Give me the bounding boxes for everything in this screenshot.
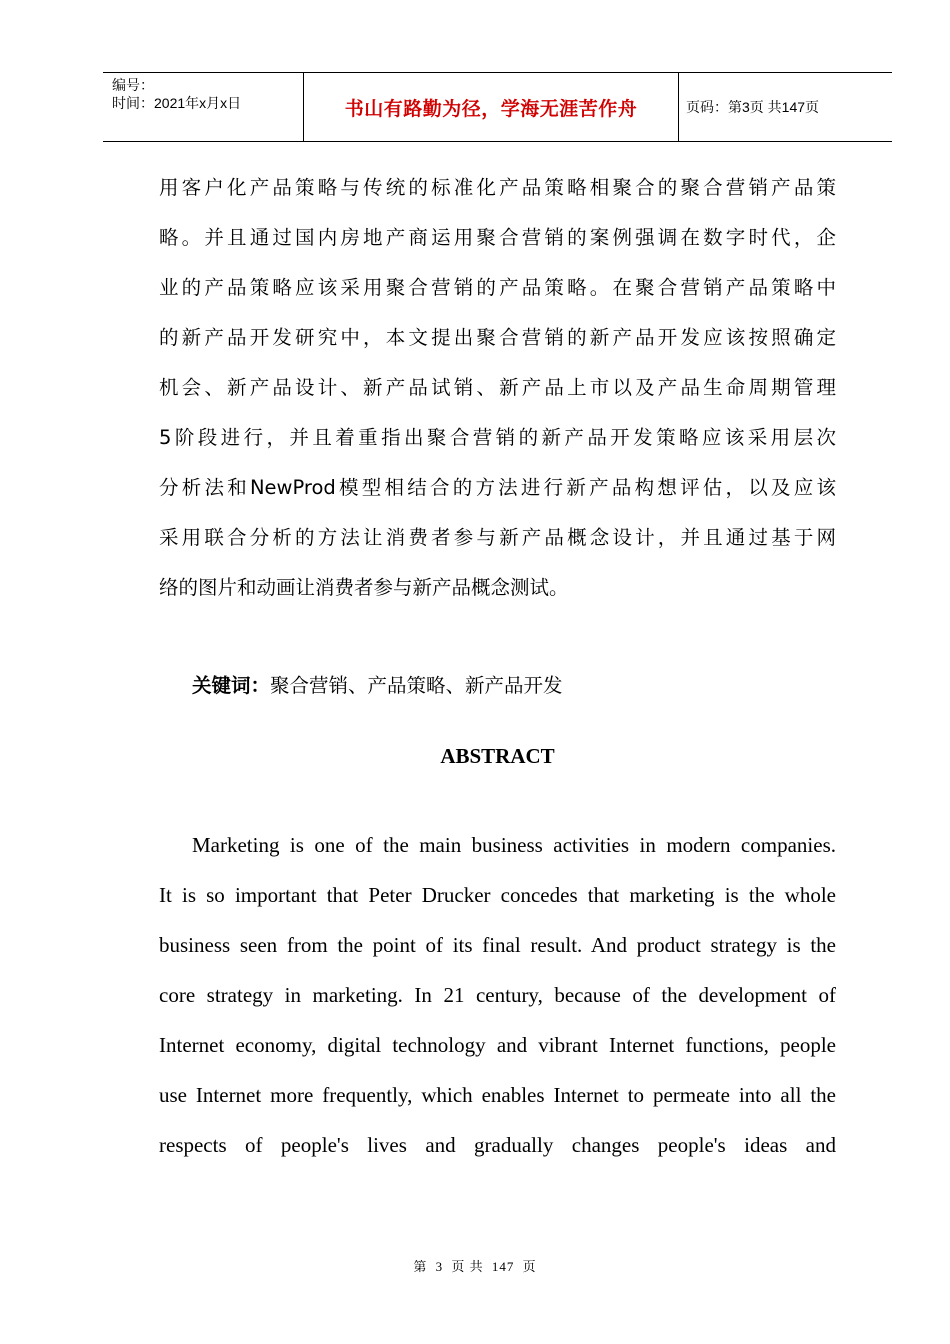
footer-middle: 页 共 xyxy=(451,1259,484,1274)
english-abstract-line: business seen from the point of its final result. And product strategy is the xyxy=(159,933,836,957)
english-abstract-line: Marketing is one of the main business activities in modern companies. xyxy=(192,833,836,857)
chinese-abstract-line: 用客户化产品策略与传统的标准化产品策略相聚合的聚合营销产品策 xyxy=(159,176,836,199)
chinese-abstract-line: 5阶段进行，并且着重指出聚合营销的新产品开发策略应该采用层次 xyxy=(159,426,836,449)
footer-suffix: 页 xyxy=(522,1259,537,1274)
chinese-abstract-line: 机会、新产品设计、新产品试销、新产品上市以及产品生命周期管理 xyxy=(159,376,836,399)
keywords-value: 聚合营销、产品策略、新产品开发 xyxy=(270,674,563,697)
keywords-line xyxy=(192,674,563,698)
header-page-info: 页码：第3页 共147页 xyxy=(686,99,820,115)
header-divider-right xyxy=(678,73,679,141)
english-abstract-line: respects of people's lives and gradually changes people's ideas and xyxy=(159,1133,836,1157)
chinese-abstract-line: 业的产品策略应该采用聚合营销的产品策略。在聚合营销产品策略中 xyxy=(159,276,836,299)
footer-prefix: 第 xyxy=(413,1259,428,1274)
english-abstract-line: Internet economy, digital technology and vibrant Internet functions, people xyxy=(159,1033,836,1057)
english-abstract-line: It is so important that Peter Drucker concedes that marketing is the whole xyxy=(159,883,836,907)
keywords-label: 关键词： xyxy=(192,674,271,697)
english-abstract-line: use Internet more frequently, which enables Internet to permeate into all the xyxy=(159,1083,836,1107)
document-time-label: 时间：2021年x月x日 xyxy=(112,95,242,111)
page-header xyxy=(103,72,892,142)
english-abstract-title: ABSTRACT xyxy=(440,744,555,768)
chinese-abstract-line: 络的图片和动画让消费者参与新产品概念测试。 xyxy=(159,576,569,599)
page-footer xyxy=(0,1258,950,1276)
chinese-abstract-line: 采用联合分析的方法让消费者参与新产品概念设计，并且通过基于网 xyxy=(159,526,836,549)
english-abstract-line: core strategy in marketing. In 21 century, because of the development of xyxy=(159,983,836,1007)
chinese-abstract-line: 的新产品开发研究中，本文提出聚合营销的新产品开发应该按照确定 xyxy=(159,326,836,349)
footer-page-number: 3 xyxy=(435,1259,444,1274)
footer-total-pages: 147 xyxy=(491,1259,515,1274)
chinese-abstract-line: 分析法和NewProd模型相结合的方法进行新产品构想评估，以及应该 xyxy=(159,476,836,499)
header-motto: 书山有路勤为径，学海无涯苦作舟 xyxy=(344,97,638,120)
document-number-label: 编号： xyxy=(112,77,154,93)
chinese-abstract-line: 略。并且通过国内房地产商运用聚合营销的案例强调在数字时代，企 xyxy=(159,226,836,249)
